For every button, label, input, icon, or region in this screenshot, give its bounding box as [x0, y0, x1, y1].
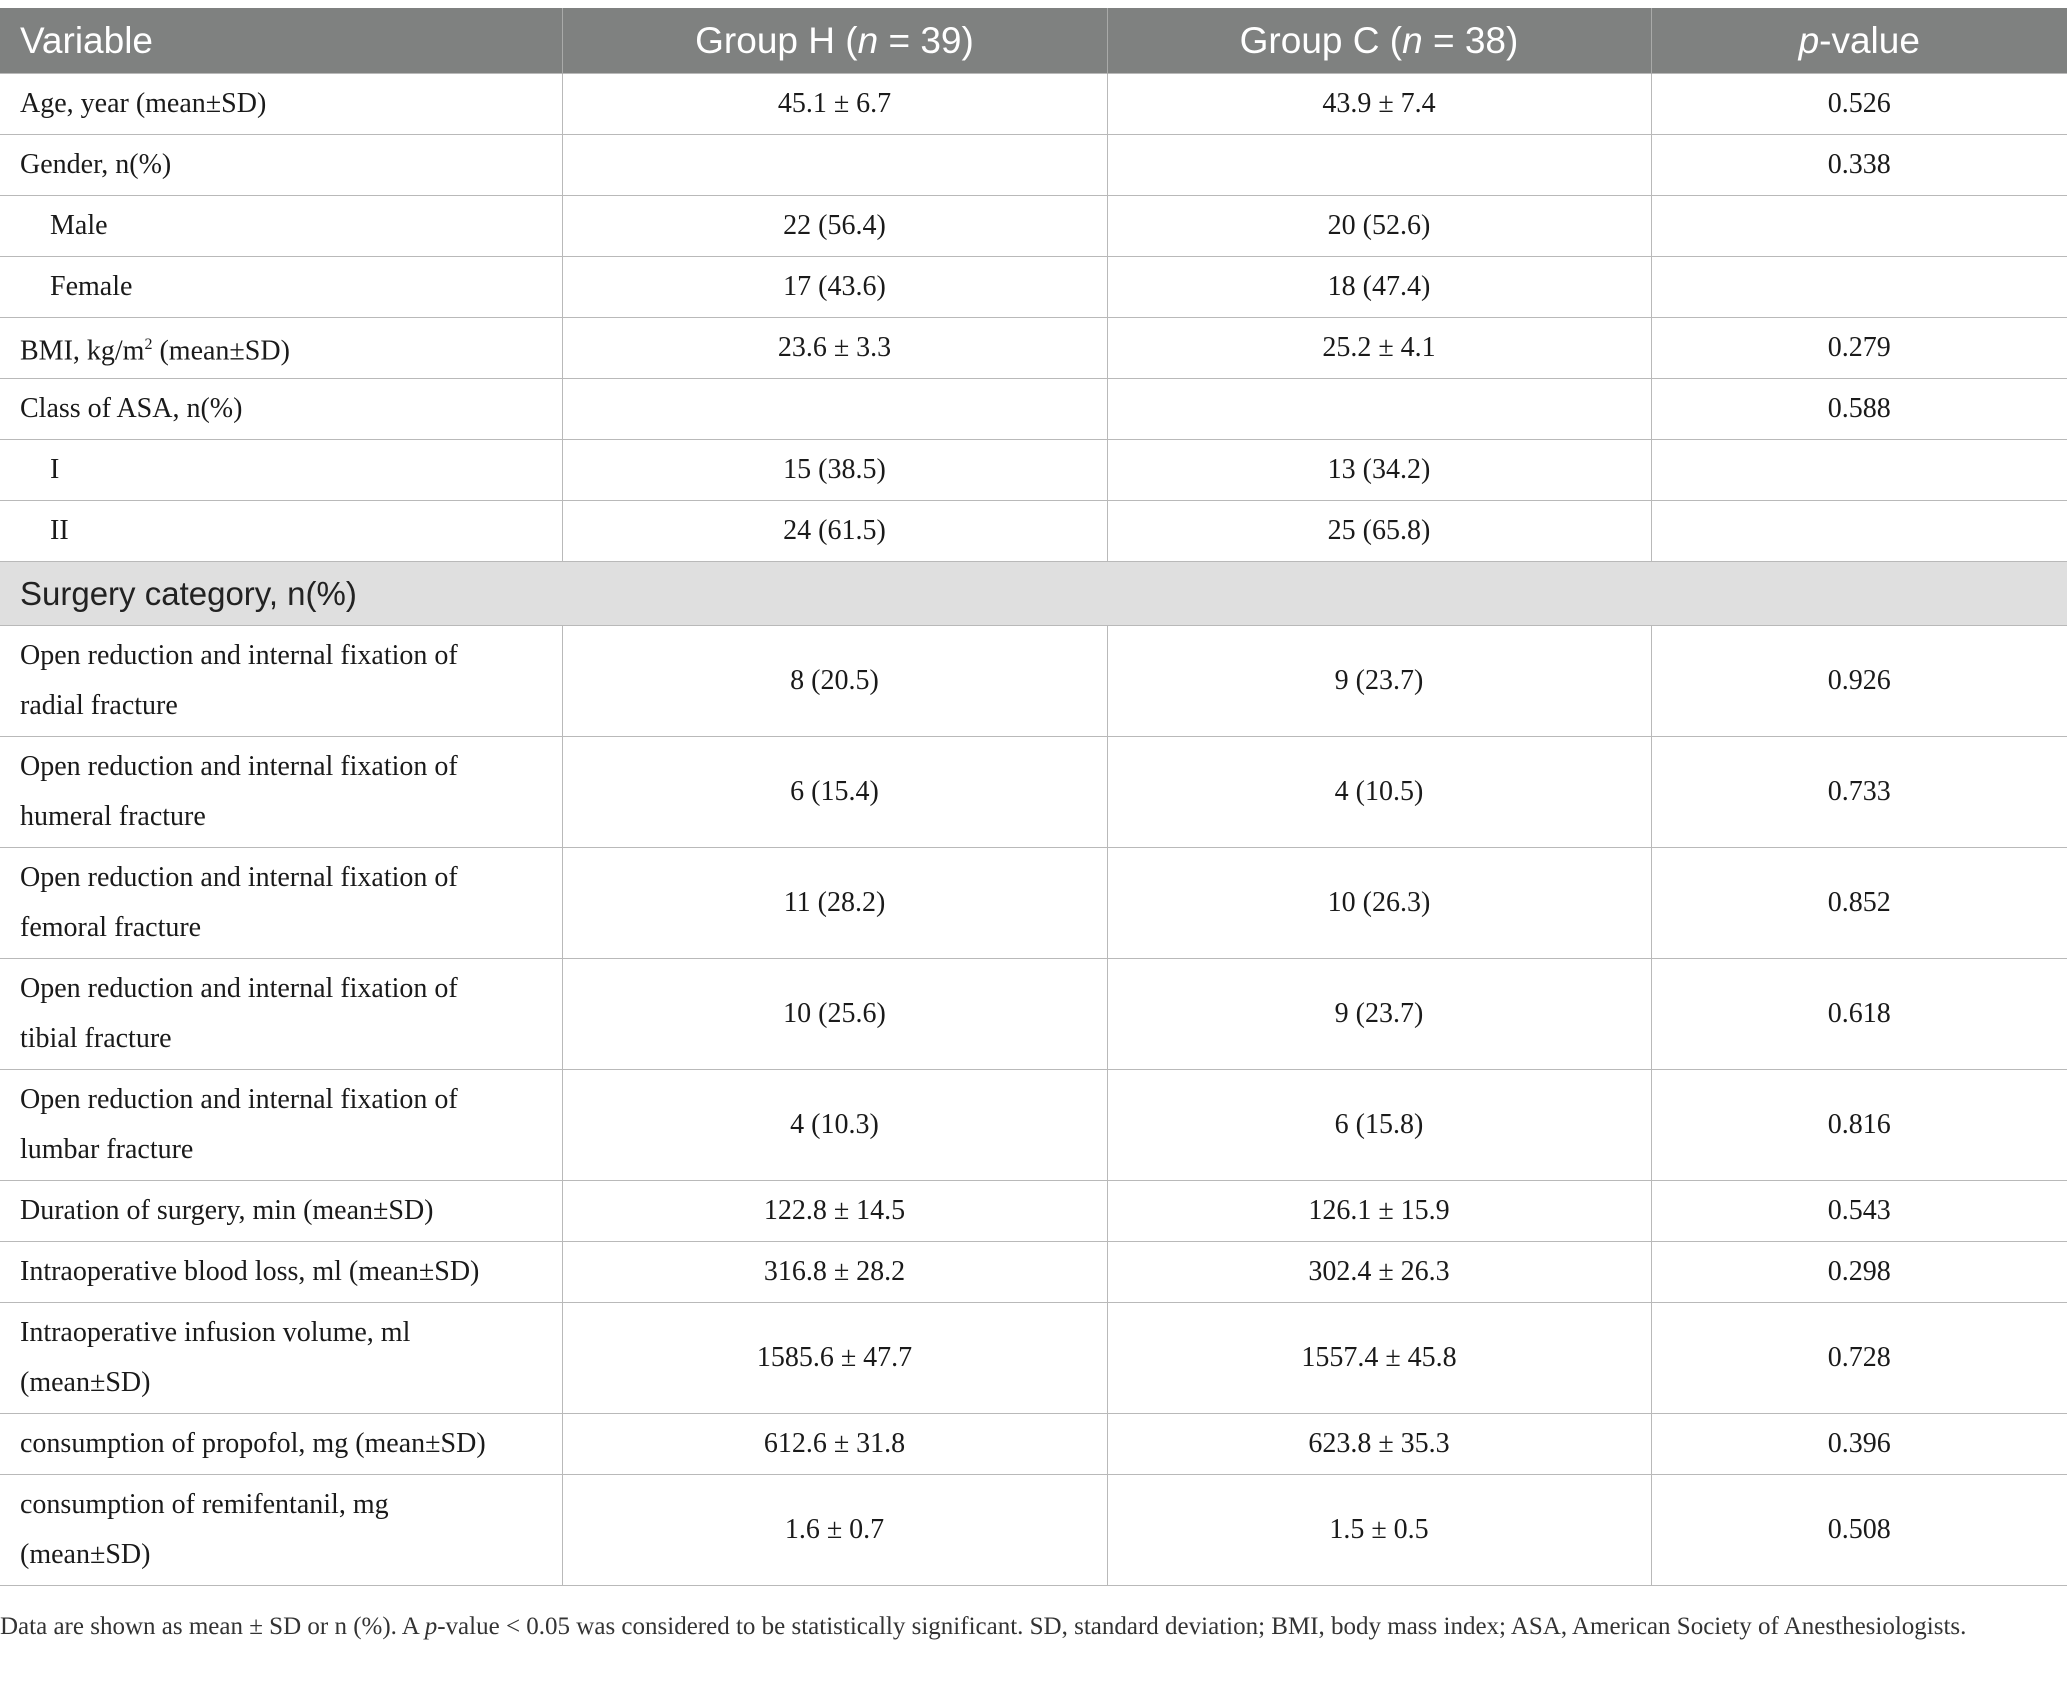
cell-group-c: 10 (26.3): [1107, 848, 1651, 959]
cell-group-c: [1107, 379, 1651, 440]
cell-group-h: 24 (61.5): [562, 501, 1107, 562]
table-row: [0, 959, 2067, 1070]
cell-group-c: 6 (15.8): [1107, 1070, 1651, 1181]
cell-p-value: 0.508: [1651, 1475, 2067, 1586]
cell-group-c: 623.8 ± 35.3: [1107, 1414, 1651, 1475]
cell-group-c: 25.2 ± 4.1: [1107, 318, 1651, 379]
cell-p-value: 0.728: [1651, 1303, 2067, 1414]
table-row: [0, 379, 2067, 440]
cell-group-c: 20 (52.6): [1107, 196, 1651, 257]
row-label: I: [0, 440, 562, 501]
cell-group-h: 22 (56.4): [562, 196, 1107, 257]
table-row: [0, 1181, 2067, 1242]
cell-group-h: 23.6 ± 3.3: [562, 318, 1107, 379]
cell-group-c: 4 (10.5): [1107, 737, 1651, 848]
table-row: [0, 1242, 2067, 1303]
cell-p-value: 0.279: [1651, 318, 2067, 379]
cell-p-value: 0.396: [1651, 1414, 2067, 1475]
cell-group-c: 9 (23.7): [1107, 959, 1651, 1070]
cell-p-value: 0.588: [1651, 379, 2067, 440]
header-variable: Variable: [0, 8, 562, 74]
cell-group-h: 10 (25.6): [562, 959, 1107, 1070]
cell-p-value: 0.733: [1651, 737, 2067, 848]
cell-p-value: [1651, 501, 2067, 562]
table-row: [0, 257, 2067, 318]
table-row: [0, 196, 2067, 257]
row-label: BMI, $kg/m^2$ (mean±SD): [0, 318, 562, 379]
cell-group-c: 25 (65.8): [1107, 501, 1651, 562]
row-label: consumption of remifentanil, mg (mean±SD): [0, 1475, 562, 1586]
table-row: [0, 440, 2067, 501]
cell-group-c: 43.9 ± 7.4: [1107, 74, 1651, 135]
cell-group-h: [562, 135, 1107, 196]
row-label: Open reduction and internal fixation of humeral fracture: [0, 737, 562, 848]
row-label: Male: [0, 196, 562, 257]
row-label: consumption of propofol, mg (mean±SD): [0, 1414, 562, 1475]
cell-p-value: 0.852: [1651, 848, 2067, 959]
table-header-row: [0, 8, 2067, 74]
cell-group-h: 6 (15.4): [562, 737, 1107, 848]
table-footnote: Data are shown as mean ± SD or n (%). A p-value < 0.05 was considered to be statistically significant. SD, standard deviation; BMI, body mass index; ASA, American Society of Anesthesiologists.: [0, 1613, 1967, 1640]
row-label: Female: [0, 257, 562, 318]
table-container: [0, 8, 2067, 1586]
cell-p-value: 0.338: [1651, 135, 2067, 196]
table-row: [0, 737, 2067, 848]
cell-p-value: 0.543: [1651, 1181, 2067, 1242]
cell-p-value: 0.298: [1651, 1242, 2067, 1303]
table-row: [0, 74, 2067, 135]
cell-p-value: [1651, 257, 2067, 318]
section-title: Surgery category, n(%): [0, 562, 2067, 626]
cell-group-h: 122.8 ± 14.5: [562, 1181, 1107, 1242]
cell-group-h: 17 (43.6): [562, 257, 1107, 318]
cell-group-h: 1.6 ± 0.7: [562, 1475, 1107, 1586]
section-row: [0, 562, 2067, 626]
header-group-h: Group H (n = 39): [562, 8, 1107, 74]
cell-group-h: 11 (28.2): [562, 848, 1107, 959]
cell-group-h: 45.1 ± 6.7: [562, 74, 1107, 135]
table-row: [0, 135, 2067, 196]
cell-group-h: 8 (20.5): [562, 626, 1107, 737]
cell-group-c: 18 (47.4): [1107, 257, 1651, 318]
row-label: Intraoperative blood loss, ml (mean±SD): [0, 1242, 562, 1303]
header-group-c: Group C (n = 38): [1107, 8, 1651, 74]
cell-group-h: 4 (10.3): [562, 1070, 1107, 1181]
table-row: [0, 1475, 2067, 1586]
row-label: Gender, n(%): [0, 135, 562, 196]
table-row: [0, 1070, 2067, 1181]
row-label: II: [0, 501, 562, 562]
table-row: [0, 848, 2067, 959]
cell-group-c: 13 (34.2): [1107, 440, 1651, 501]
table-row: [0, 626, 2067, 737]
cell-group-c: 1557.4 ± 45.8: [1107, 1303, 1651, 1414]
cell-p-value: 0.618: [1651, 959, 2067, 1070]
row-label: Open reduction and internal fixation of radial fracture: [0, 626, 562, 737]
table-row: [0, 1414, 2067, 1475]
table-row: [0, 318, 2067, 379]
cell-group-c: 9 (23.7): [1107, 626, 1651, 737]
cell-p-value: [1651, 440, 2067, 501]
cell-p-value: [1651, 196, 2067, 257]
row-label: Open reduction and internal fixation of lumbar fracture: [0, 1070, 562, 1181]
row-label: Duration of surgery, min (mean±SD): [0, 1181, 562, 1242]
cell-group-c: 302.4 ± 26.3: [1107, 1242, 1651, 1303]
cell-group-h: [562, 379, 1107, 440]
header-p-value: p-value: [1651, 8, 2067, 74]
characteristics-table: [0, 8, 2067, 1586]
cell-group-h: 15 (38.5): [562, 440, 1107, 501]
row-label: Age, year (mean±SD): [0, 74, 562, 135]
cell-group-h: 316.8 ± 28.2: [562, 1242, 1107, 1303]
table-row: [0, 501, 2067, 562]
row-label: Open reduction and internal fixation of tibial fracture: [0, 959, 562, 1070]
row-label: Open reduction and internal fixation of femoral fracture: [0, 848, 562, 959]
table-row: [0, 1303, 2067, 1414]
row-label: Intraoperative infusion volume, ml (mean±SD): [0, 1303, 562, 1414]
cell-p-value: 0.926: [1651, 626, 2067, 737]
row-label: Class of ASA, n(%): [0, 379, 562, 440]
cell-p-value: 0.816: [1651, 1070, 2067, 1181]
cell-group-c: 1.5 ± 0.5: [1107, 1475, 1651, 1586]
cell-group-h: 612.6 ± 31.8: [562, 1414, 1107, 1475]
cell-group-c: 126.1 ± 15.9: [1107, 1181, 1651, 1242]
cell-group-c: [1107, 135, 1651, 196]
cell-group-h: 1585.6 ± 47.7: [562, 1303, 1107, 1414]
cell-p-value: 0.526: [1651, 74, 2067, 135]
